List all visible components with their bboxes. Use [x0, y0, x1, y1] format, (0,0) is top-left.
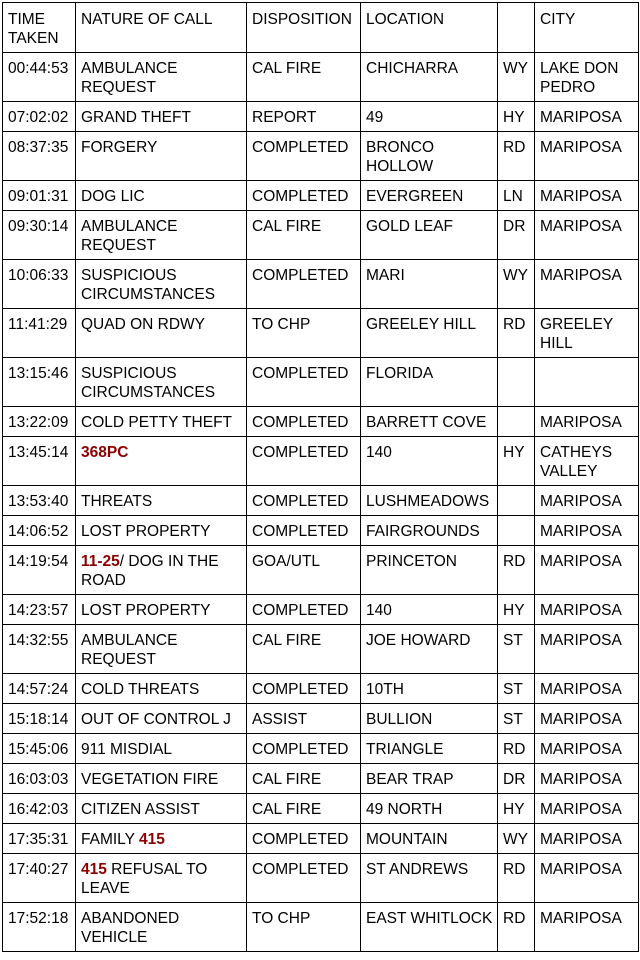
location-cell: FLORIDA	[361, 358, 498, 407]
disposition-cell: COMPLETED	[247, 486, 361, 516]
time-cell: 15:18:14	[3, 704, 76, 734]
table-row	[3, 211, 639, 260]
city-cell: MARIPOSA	[535, 734, 639, 764]
nature-text: 911 MISDIAL	[81, 741, 173, 758]
suffix-cell: RD	[498, 132, 535, 181]
nature-text: AMBULANCE REQUEST	[81, 60, 178, 96]
time-cell: 16:42:03	[3, 794, 76, 824]
location-cell: GREELEY HILL	[361, 309, 498, 358]
disposition-cell: COMPLETED	[247, 358, 361, 407]
city-cell: MARIPOSA	[535, 260, 639, 309]
nature-text: SUSPICIOUS CIRCUMSTANCES	[81, 267, 216, 303]
table-row	[3, 132, 639, 181]
nature-text: QUAD ON RDWY	[81, 316, 205, 333]
table-row	[3, 674, 639, 704]
suffix-cell: HY	[498, 102, 535, 132]
time-cell: 14:19:54	[3, 546, 76, 595]
table-row	[3, 437, 639, 486]
suffix-cell: WY	[498, 824, 535, 854]
call-code: 415	[139, 831, 165, 848]
location-cell: CHICHARRA	[361, 53, 498, 102]
nature-cell	[76, 734, 247, 764]
time-cell: 16:03:03	[3, 764, 76, 794]
city-cell: MARIPOSA	[535, 546, 639, 595]
header-suffix	[498, 3, 535, 53]
city-cell: GREELEY HILL	[535, 309, 639, 358]
table-row	[3, 181, 639, 211]
location-cell: EVERGREEN	[361, 181, 498, 211]
time-cell: 15:45:06	[3, 734, 76, 764]
disposition-cell: CAL FIRE	[247, 53, 361, 102]
disposition-cell: COMPLETED	[247, 854, 361, 903]
time-cell: 17:52:18	[3, 903, 76, 952]
nature-text: COLD PETTY THEFT	[81, 414, 233, 431]
city-cell: MARIPOSA	[535, 794, 639, 824]
nature-cell	[76, 407, 247, 437]
location-cell: PRINCETON	[361, 546, 498, 595]
nature-cell	[76, 854, 247, 903]
nature-text: AMBULANCE REQUEST	[81, 218, 178, 254]
suffix-cell: HY	[498, 437, 535, 486]
table-row	[3, 764, 639, 794]
time-cell: 10:06:33	[3, 260, 76, 309]
time-cell: 14:57:24	[3, 674, 76, 704]
nature-cell	[76, 595, 247, 625]
nature-text: LOST PROPERTY	[81, 523, 211, 540]
nature-text: SUSPICIOUS CIRCUMSTANCES	[81, 365, 216, 401]
location-cell: 140	[361, 595, 498, 625]
city-cell: MARIPOSA	[535, 516, 639, 546]
suffix-cell: RD	[498, 546, 535, 595]
nature-cell	[76, 903, 247, 952]
location-cell: ST ANDREWS	[361, 854, 498, 903]
suffix-cell: RD	[498, 854, 535, 903]
suffix-cell	[498, 407, 535, 437]
nature-cell	[76, 53, 247, 102]
call-log-table	[2, 2, 639, 952]
city-cell: MARIPOSA	[535, 181, 639, 211]
nature-cell	[76, 486, 247, 516]
location-cell: 140	[361, 437, 498, 486]
nature-cell	[76, 516, 247, 546]
time-cell: 13:15:46	[3, 358, 76, 407]
suffix-cell: ST	[498, 704, 535, 734]
time-cell: 14:23:57	[3, 595, 76, 625]
suffix-cell	[498, 516, 535, 546]
city-cell: MARIPOSA	[535, 407, 639, 437]
call-code: 11-25	[81, 553, 120, 570]
disposition-cell: COMPLETED	[247, 595, 361, 625]
table-body	[3, 53, 639, 952]
suffix-cell: DR	[498, 211, 535, 260]
time-cell: 11:41:29	[3, 309, 76, 358]
nature-text: DOG LIC	[81, 188, 145, 205]
disposition-cell: REPORT	[247, 102, 361, 132]
table-row	[3, 407, 639, 437]
suffix-cell	[498, 486, 535, 516]
location-cell: TRIANGLE	[361, 734, 498, 764]
city-cell: MARIPOSA	[535, 704, 639, 734]
nature-text: GRAND THEFT	[81, 109, 191, 126]
time-cell: 08:37:35	[3, 132, 76, 181]
disposition-cell: CAL FIRE	[247, 211, 361, 260]
nature-cell	[76, 260, 247, 309]
table-row	[3, 704, 639, 734]
disposition-cell: GOA/UTL	[247, 546, 361, 595]
table-row	[3, 595, 639, 625]
nature-cell	[76, 181, 247, 211]
city-cell: MARIPOSA	[535, 595, 639, 625]
disposition-cell: COMPLETED	[247, 407, 361, 437]
time-cell: 09:30:14	[3, 211, 76, 260]
time-cell: 09:01:31	[3, 181, 76, 211]
suffix-cell: HY	[498, 794, 535, 824]
table-row	[3, 516, 639, 546]
table-row	[3, 358, 639, 407]
nature-cell	[76, 437, 247, 486]
suffix-cell: WY	[498, 53, 535, 102]
nature-cell	[76, 102, 247, 132]
nature-text: OUT OF CONTROL J	[81, 711, 231, 728]
city-cell: MARIPOSA	[535, 854, 639, 903]
nature-cell	[76, 309, 247, 358]
city-cell: LAKE DON PEDRO	[535, 53, 639, 102]
call-code: 368PC	[81, 444, 129, 461]
location-cell: JOE HOWARD	[361, 625, 498, 674]
location-cell: BARRETT COVE	[361, 407, 498, 437]
disposition-cell: TO CHP	[247, 309, 361, 358]
location-cell: LUSHMEADOWS	[361, 486, 498, 516]
nature-text: / DOG IN THE ROAD	[81, 553, 219, 589]
suffix-cell: WY	[498, 260, 535, 309]
disposition-cell: TO CHP	[247, 903, 361, 952]
nature-cell	[76, 794, 247, 824]
location-cell: BEAR TRAP	[361, 764, 498, 794]
nature-text: THREATS	[81, 493, 153, 510]
city-cell: MARIPOSA	[535, 625, 639, 674]
disposition-cell: COMPLETED	[247, 132, 361, 181]
header-row	[3, 3, 639, 53]
nature-text: ABANDONED VEHICLE	[81, 910, 180, 946]
table-row	[3, 260, 639, 309]
location-cell: MOUNTAIN	[361, 824, 498, 854]
time-cell: 14:32:55	[3, 625, 76, 674]
nature-text: LOST PROPERTY	[81, 602, 211, 619]
disposition-cell: COMPLETED	[247, 260, 361, 309]
city-cell: MARIPOSA	[535, 674, 639, 704]
nature-cell	[76, 824, 247, 854]
suffix-cell: RD	[498, 734, 535, 764]
suffix-cell: ST	[498, 625, 535, 674]
call-code: 415	[81, 861, 107, 878]
disposition-cell: COMPLETED	[247, 516, 361, 546]
table-row	[3, 53, 639, 102]
table-row	[3, 794, 639, 824]
nature-text: FORGERY	[81, 139, 158, 156]
nature-cell	[76, 358, 247, 407]
location-cell: 49	[361, 102, 498, 132]
nature-cell	[76, 132, 247, 181]
city-cell: MARIPOSA	[535, 211, 639, 260]
nature-text: REFUSAL TO LEAVE	[81, 861, 208, 897]
suffix-cell: LN	[498, 181, 535, 211]
suffix-cell: DR	[498, 764, 535, 794]
header-location: LOCATION	[361, 3, 498, 53]
header-disposition: DISPOSITION	[247, 3, 361, 53]
city-cell: MARIPOSA	[535, 764, 639, 794]
table-row	[3, 625, 639, 674]
suffix-cell: RD	[498, 309, 535, 358]
time-cell: 17:35:31	[3, 824, 76, 854]
suffix-cell: HY	[498, 595, 535, 625]
nature-text: VEGETATION FIRE	[81, 771, 219, 788]
location-cell: MARI	[361, 260, 498, 309]
city-cell: CATHEYS VALLEY	[535, 437, 639, 486]
location-cell: EAST WHITLOCK	[361, 903, 498, 952]
suffix-cell	[498, 358, 535, 407]
table-row	[3, 102, 639, 132]
disposition-cell: COMPLETED	[247, 734, 361, 764]
nature-cell	[76, 674, 247, 704]
city-cell: MARIPOSA	[535, 132, 639, 181]
suffix-cell: ST	[498, 674, 535, 704]
location-cell: BULLION	[361, 704, 498, 734]
nature-cell	[76, 764, 247, 794]
header-city: CITY	[535, 3, 639, 53]
time-cell: 13:22:09	[3, 407, 76, 437]
disposition-cell: COMPLETED	[247, 824, 361, 854]
location-cell: FAIRGROUNDS	[361, 516, 498, 546]
disposition-cell: COMPLETED	[247, 437, 361, 486]
location-cell: 49 NORTH	[361, 794, 498, 824]
location-cell: GOLD LEAF	[361, 211, 498, 260]
disposition-cell: CAL FIRE	[247, 764, 361, 794]
disposition-cell: ASSIST	[247, 704, 361, 734]
disposition-cell: CAL FIRE	[247, 625, 361, 674]
table-row	[3, 824, 639, 854]
time-cell: 07:02:02	[3, 102, 76, 132]
nature-cell	[76, 704, 247, 734]
nature-text: COLD THREATS	[81, 681, 200, 698]
disposition-cell: CAL FIRE	[247, 794, 361, 824]
nature-cell	[76, 546, 247, 595]
nature-text: AMBULANCE REQUEST	[81, 632, 178, 668]
city-cell: MARIPOSA	[535, 824, 639, 854]
city-cell: MARIPOSA	[535, 903, 639, 952]
city-cell: MARIPOSA	[535, 102, 639, 132]
table-row	[3, 854, 639, 903]
city-cell	[535, 358, 639, 407]
nature-text: CITIZEN ASSIST	[81, 801, 200, 818]
table-row	[3, 903, 639, 952]
table-row	[3, 486, 639, 516]
nature-cell	[76, 211, 247, 260]
header-nature: NATURE OF CALL	[76, 3, 247, 53]
city-cell: MARIPOSA	[535, 486, 639, 516]
nature-text: FAMILY	[81, 831, 140, 848]
nature-cell	[76, 625, 247, 674]
time-cell: 00:44:53	[3, 53, 76, 102]
disposition-cell: COMPLETED	[247, 674, 361, 704]
header-time: TIME TAKEN	[3, 3, 76, 53]
suffix-cell: RD	[498, 903, 535, 952]
table-row	[3, 309, 639, 358]
time-cell: 14:06:52	[3, 516, 76, 546]
time-cell: 17:40:27	[3, 854, 76, 903]
table-row	[3, 546, 639, 595]
disposition-cell: COMPLETED	[247, 181, 361, 211]
location-cell: 10TH	[361, 674, 498, 704]
table-row	[3, 734, 639, 764]
location-cell: BRONCO HOLLOW	[361, 132, 498, 181]
time-cell: 13:53:40	[3, 486, 76, 516]
time-cell: 13:45:14	[3, 437, 76, 486]
